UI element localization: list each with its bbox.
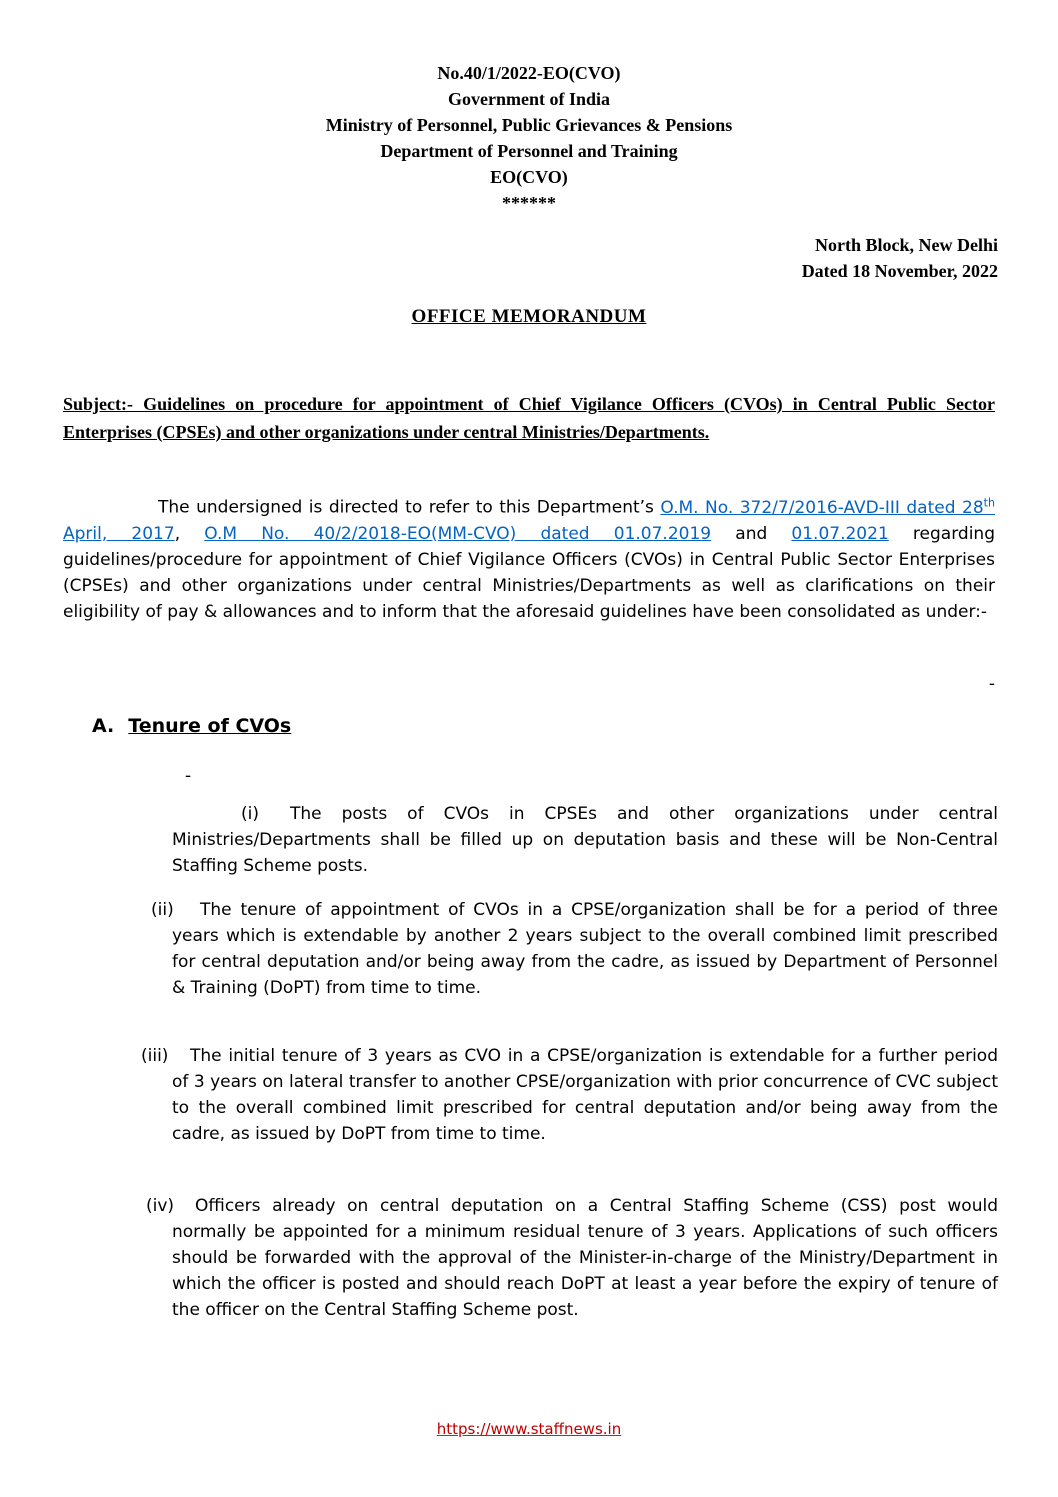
list-item <box>123 1193 998 1323</box>
section-a-title: Tenure of CVOs <box>128 714 292 737</box>
intro-text-4: regarding guidelines/procedure for appointment of Chief Vigilance Officers (CVOs) in Central Public Sector Enterprises (CPSEs) and other organizations under central Ministries/Departments as well as clarifications on their eligibility of pay & allowances and to inform that the aforesaid guidelines have been consolidated as under:- <box>63 523 995 622</box>
list-item-text: The posts of CVOs in CPSEs and other organizations under central Ministries/Departments shall be filled up on deputation basis and these will be Non-Central Staffing Scheme posts. <box>172 803 998 876</box>
intro-text-2: , <box>174 523 205 544</box>
list-item-number: (iv) <box>146 1195 175 1216</box>
file-number: No.40/1/2022-EO(CVO) <box>437 63 621 83</box>
list-item-text: The tenure of appointment of CVOs in a CPSE/organization shall be for a period of three years which is extendable by another 2 years subject to the overall combined limit prescribed for central deputation and/or being away from the cadre, as issued by Department of Personnel & Training (DoPT) from time to time. <box>172 899 998 998</box>
list-item <box>123 897 998 1001</box>
place-date-block <box>0 232 1058 284</box>
list-item-number: (i) <box>241 803 259 824</box>
intro-paragraph <box>63 490 995 625</box>
footer <box>0 1420 1058 1438</box>
link-date-2021[interactable]: 01.07.2021 <box>791 523 889 544</box>
list-item <box>123 801 998 879</box>
list-item-text: The initial tenure of 3 years as CVO in a CPSE/organization is extendable for a further period of 3 years on lateral transfer to another CPSE/organization with prior concurrence of CVC subject to the overall combined limit prescribed for central deputation and/or being away from the cadre, as issued by DoPT from time to time. <box>172 1045 998 1144</box>
date-line: Dated 18 November, 2022 <box>801 261 998 281</box>
department-line: Department of Personnel and Training <box>380 141 678 161</box>
intro-text-3: and <box>711 523 792 544</box>
link-om-372-2016-date: April, 2017 <box>63 523 175 544</box>
memorandum-title: OFFICE MEMORANDUM <box>411 306 647 327</box>
place-line: North Block, New Delhi <box>815 235 998 255</box>
list-item-text: Officers already on central deputation on a Central Staffing Scheme (CSS) post would normally be appointed for a minimum residual tenure of 3 years. Applications of such officers should be forwarded with the approval of the Minister-in-charge of the Ministry/Department in which the officer is posted and should reach DoPT at least a year before the expiry of tenure of the officer on the Central Staffing Scheme post. <box>172 1195 998 1320</box>
link-om-372-2016-text: O.M. No. 372/7/2016-AVD-III dated 28 <box>660 497 984 518</box>
stray-dash-left: - <box>185 765 192 786</box>
list-item <box>123 1043 998 1147</box>
link-om-372-2016-superscript: th <box>983 496 995 509</box>
intro-text-1: The undersigned is directed to refer to this Department’s <box>158 497 661 518</box>
ministry-line: Ministry of Personnel, Public Grievances & Pensions <box>325 115 733 135</box>
subject-line: Subject:- Guidelines on procedure for appointment of Chief Vigilance Officers (CVOs) in Central Public Sector Enterprises (CPSEs) and other organizations under central Ministries/Departments. <box>63 394 995 442</box>
footer-link[interactable]: https://www.staffnews.in <box>436 1420 622 1438</box>
letterhead <box>0 0 1058 216</box>
tenure-list <box>0 801 1058 1323</box>
section-a-heading <box>92 713 995 739</box>
link-om-40-2018[interactable]: O.M No. 40/2/2018-EO(MM-CVO) dated 01.07.2019 <box>204 523 712 544</box>
section-a-label: A. <box>92 714 115 737</box>
government-line: Government of India <box>448 89 610 109</box>
stray-dash-right: - <box>988 673 995 694</box>
list-item-number: (ii) <box>151 899 174 920</box>
list-item-number: (iii) <box>141 1045 169 1066</box>
office-line: EO(CVO) <box>490 167 568 187</box>
asterisk-divider: ****** <box>502 193 556 213</box>
